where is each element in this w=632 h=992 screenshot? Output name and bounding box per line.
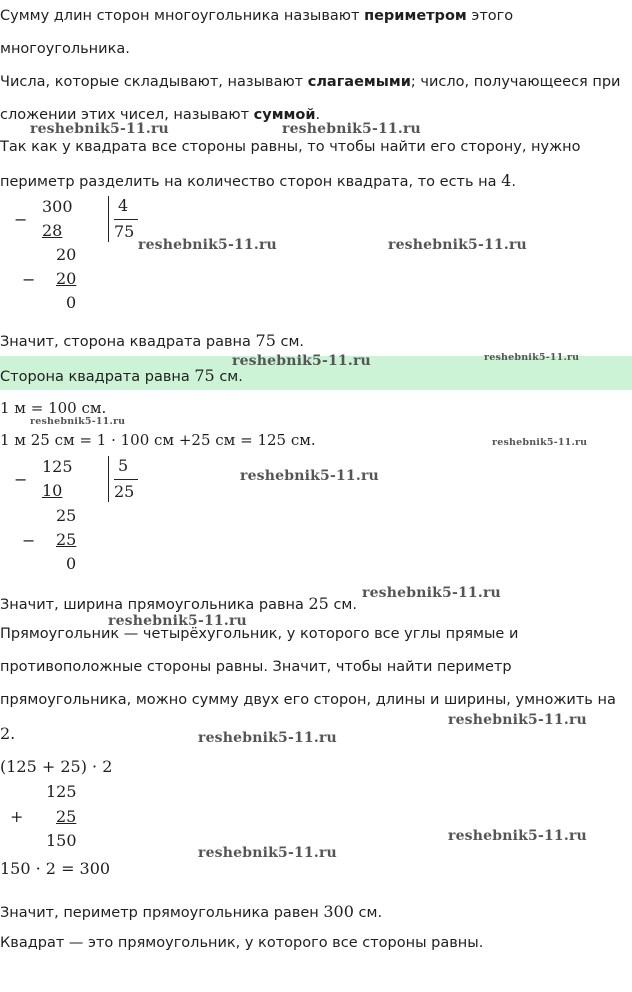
remainder: 0 (66, 293, 77, 312)
division-line (114, 479, 138, 480)
conversion-line: 1 м = 100 см. (0, 399, 107, 417)
conversion-line: 1 м 25 см = 1 · 100 см +25 см = 125 см. (0, 431, 316, 449)
sum: 150 (46, 831, 77, 850)
watermark: reshebnik5-11.ru (198, 845, 337, 861)
expression-line: 150 · 2 = 300 (0, 859, 111, 878)
minus-sign: − (14, 210, 28, 229)
text-line (0, 594, 357, 613)
answer-square-side (0, 366, 243, 385)
text: Сторона квадрата равна (0, 369, 195, 385)
watermark: reshebnik5-11.ru (138, 237, 277, 253)
watermark: reshebnik5-11.ru (198, 730, 337, 746)
subtrahend: 25 (56, 530, 77, 549)
text: ; число, получающееся при (410, 74, 621, 90)
watermark: reshebnik5-11.ru (240, 468, 379, 484)
math-number: 75 (255, 331, 276, 350)
text: Значит, ширина прямоугольника равна (0, 597, 309, 613)
bold-term: слагаемыми (307, 74, 411, 90)
minus-sign: − (22, 270, 36, 289)
addend: 25 (56, 807, 77, 826)
watermark: reshebnik5-11.ru (492, 437, 588, 448)
addend: 125 (46, 782, 77, 801)
text: этого (466, 8, 514, 24)
math-number: 4 (501, 171, 512, 190)
quotient: 25 (114, 482, 135, 501)
watermark: reshebnik5-11.ru (30, 121, 169, 137)
division-bar (108, 196, 109, 242)
text: Числа, которые складывают, называют (0, 74, 308, 90)
text-line: многоугольника. (0, 41, 130, 57)
remainder: 0 (66, 554, 77, 573)
text: см. (214, 369, 243, 385)
remainder: 20 (56, 245, 77, 264)
text-line: Так как у квадрата все стороны равны, то чтобы найти его сторону, нужно (0, 139, 581, 155)
watermark: reshebnik5-11.ru (232, 353, 371, 369)
division-line (114, 219, 138, 220)
divisor: 5 (118, 456, 129, 475)
text: см. (275, 334, 305, 350)
bold-term: периметром (364, 8, 467, 24)
division-bar (108, 456, 109, 502)
watermark: reshebnik5-11.ru (282, 121, 421, 137)
paragraph-perimeter-definition (0, 8, 513, 24)
watermark: reshebnik5-11.ru (388, 237, 527, 253)
math-number: 300 (323, 902, 354, 921)
text-line (0, 902, 382, 921)
text-line: противоположные стороны равны. Значит, чтобы найти периметр (0, 659, 512, 675)
text-line (0, 171, 516, 190)
minus-sign: − (14, 470, 28, 489)
text-line: прямоугольника, можно сумму двух его сторон, длины и ширины, умножить на (0, 692, 616, 708)
text-line (0, 331, 304, 350)
dividend: 125 (42, 457, 73, 476)
dividend: 300 (42, 197, 73, 216)
watermark: reshebnik5-11.ru (484, 352, 580, 363)
expression-line: (125 + 25) · 2 (0, 757, 113, 776)
plus-sign: + (10, 807, 24, 826)
subtrahend: 10 (42, 481, 63, 500)
remainder: 25 (56, 506, 77, 525)
watermark: reshebnik5-11.ru (448, 712, 587, 728)
text: Значит, периметр прямоугольника равен (0, 905, 324, 921)
watermark: reshebnik5-11.ru (108, 613, 247, 629)
text: Значит, сторона квадрата равна (0, 334, 256, 350)
minus-sign: − (22, 531, 36, 550)
quotient: 75 (114, 222, 135, 241)
subtrahend: 20 (56, 269, 77, 288)
subtrahend: 28 (42, 221, 63, 240)
math-number: 75 (194, 366, 215, 385)
watermark: reshebnik5-11.ru (448, 828, 587, 844)
text: см. (328, 597, 357, 613)
text: см. (353, 905, 383, 921)
text-line: Прямоугольник — четырёхугольник, у которого все углы прямые и (0, 626, 519, 642)
paragraph-addends-definition (0, 74, 620, 90)
watermark: reshebnik5-11.ru (30, 416, 126, 427)
text-line: Квадрат — это прямоугольник, у которого все стороны равны. (0, 935, 484, 951)
bold-term: суммой (253, 107, 316, 123)
text: периметр разделить на количество сторон квадрата, то есть на (0, 174, 502, 190)
divisor: 4 (118, 196, 129, 215)
watermark: reshebnik5-11.ru (362, 585, 501, 601)
text: Сумму длин сторон многоугольника называют (0, 8, 365, 24)
text-line: 2. (0, 724, 16, 743)
text: . (511, 174, 516, 190)
math-number: 25 (308, 594, 329, 613)
text: сложении этих чисел, называют (0, 107, 254, 123)
text: . (315, 107, 321, 123)
